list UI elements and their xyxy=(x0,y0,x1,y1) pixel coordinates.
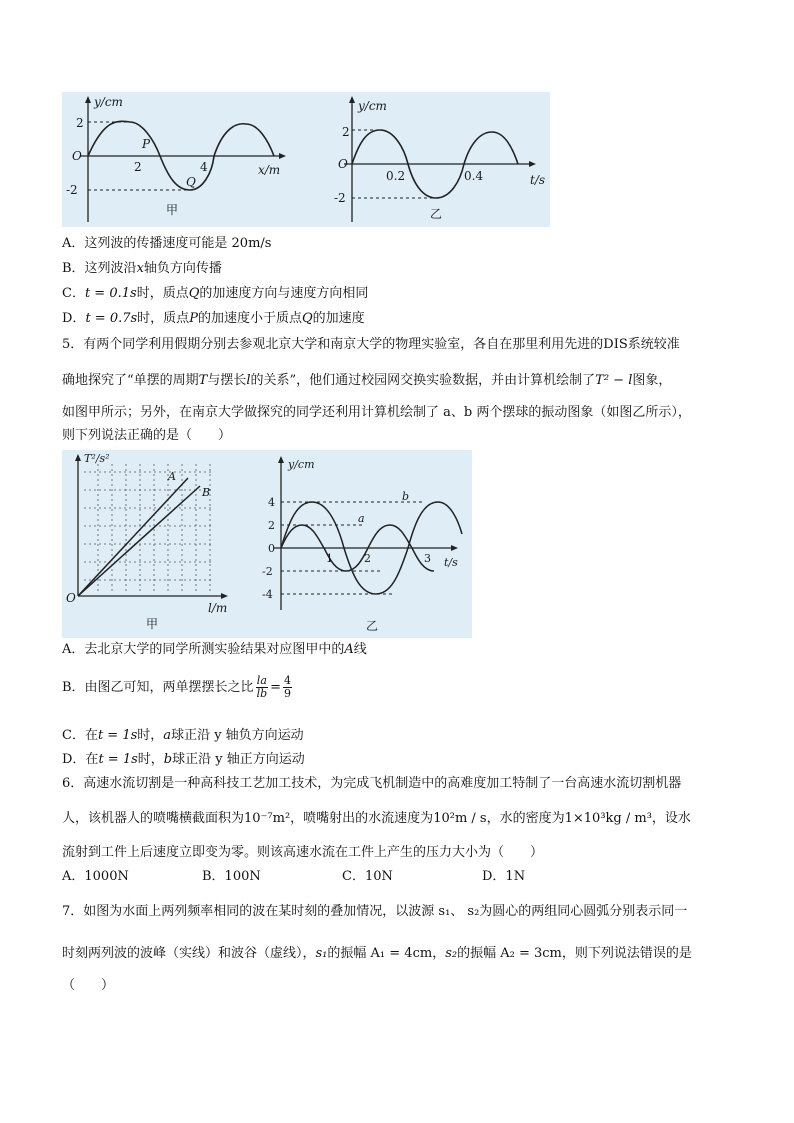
q7-line-2-s2: s₂ xyxy=(445,946,458,961)
q6-option-c: C．10N xyxy=(342,869,393,884)
jia-y-top-label: 2 xyxy=(76,116,84,130)
q5-line-2-end: 图象， xyxy=(632,373,672,388)
q4-option-d-p: P xyxy=(189,311,198,326)
q5-option-c-a: a xyxy=(163,728,172,743)
yi-mid-y-axis-label: y/cm xyxy=(288,458,315,471)
jia-y-axis-label: y/cm xyxy=(94,95,123,109)
q5-option-c-end: 球正沿 y 轴负方向运动 xyxy=(171,728,304,743)
q5-option-b-fden: 9 xyxy=(284,687,292,700)
q4-option-d-cond: t = 0.7s xyxy=(85,311,138,326)
yi-mid-t2: 2 xyxy=(364,552,371,565)
q7-line-1: 7．如图为水面上两列频率相同的波在某时刻的叠加情况，以波源 s₁、 s₂为圆心的两组同心圆弧分别表示同一 xyxy=(62,904,688,919)
q4-option-d-end: 的加速度 xyxy=(312,311,365,326)
q7-line-2-amp2: 的振幅 A₂ = 3cm xyxy=(457,946,562,961)
q5-option-c-post: 时， xyxy=(137,728,164,743)
q6-line-2-mid2: ，水的密度为 xyxy=(486,811,565,826)
q4-option-c-q: Q xyxy=(188,286,200,301)
q7-line-2-s1: s₁ xyxy=(315,946,328,961)
yi-x-axis-label: t/s xyxy=(530,173,546,187)
q4-option-c-end: 的加速度方向与速度方向相同 xyxy=(199,286,369,301)
yi-mid-yn4: -4 xyxy=(262,588,273,601)
q5-option-c-cond: t = 1s xyxy=(97,728,138,743)
t2-l-graph-jia xyxy=(66,452,228,631)
q5-line-3: 如图甲所示；另外，在南京大学做探究的同学还利用计算机绘制了 a、b 两个摆球的振动图象（如图乙所示）， xyxy=(62,405,691,420)
q6-line-2-end: ，设水 xyxy=(651,811,691,826)
q4-option-d-pre: D． xyxy=(62,311,86,326)
q5-option-b-fnum: 4 xyxy=(284,674,292,687)
q5-line-4: 则下列说法正确的是（ ） xyxy=(62,428,232,443)
q5-line-1: 5．有两个同学利用假期分别去参观北京大学和南京大学的物理实验室，各自在那里利用先进的DIS系统较准 xyxy=(62,337,680,352)
q5-option-b-frac-n xyxy=(283,675,292,700)
jia-line-b-label: B xyxy=(202,486,211,499)
yi-mid-y4: 4 xyxy=(268,496,275,509)
jia-y-bottom-label: -2 xyxy=(66,183,78,197)
q4-option-a xyxy=(62,234,271,254)
q5-option-d-end: 球正沿 y 轴正方向运动 xyxy=(172,752,305,767)
q4-option-b-pre: B．这列波沿 xyxy=(62,261,137,276)
jia-origin: O xyxy=(66,591,76,605)
q6-line-2-area: 10⁻⁷m² xyxy=(244,811,291,826)
jia-x-tick-label: 2 xyxy=(134,160,142,174)
q7-line-2-pre: 时刻两列波的波峰（实线）和波谷（虚线）， xyxy=(62,946,316,961)
jia-point-q: Q xyxy=(186,175,196,189)
pendulum-figure xyxy=(62,450,472,638)
q5-option-b-den: lb xyxy=(256,687,268,700)
q5-option-a xyxy=(62,640,367,660)
yi-x-tick-label: 0.2 xyxy=(386,169,406,183)
q7-line-2-amp1: 的振幅 A₁ = 4cm xyxy=(327,946,433,961)
q5-option-d-cond: t = 1s xyxy=(98,752,138,767)
q6-line-2-mid: ，喷嘴射出的水流速度为 xyxy=(290,811,434,826)
q7-line-3: （ ） xyxy=(62,978,115,993)
q7-line-2 xyxy=(62,944,692,964)
yi-mid-label-b: b xyxy=(402,490,410,503)
wave-figure-top-svg xyxy=(62,92,550,227)
q6-line-2 xyxy=(62,809,691,829)
jia-x-tick2-label: 4 xyxy=(200,160,208,174)
q5-line-2-pre: 确地探究了“单摆的周期 xyxy=(62,373,199,388)
vibration-graph-yi xyxy=(262,456,462,633)
q4-option-d-mid: 的加速度小于质点 xyxy=(197,311,302,326)
yi-y-axis-label: y/cm xyxy=(358,99,387,113)
yi-mid-label-a: a xyxy=(358,512,365,525)
q5-option-d-b: b xyxy=(163,752,173,767)
q5-option-a-var: A xyxy=(344,642,354,657)
jia-caption: 甲 xyxy=(166,203,179,217)
yi-mid-origin: 0 xyxy=(268,542,275,555)
yi-mid-x-axis-label: t/s xyxy=(444,556,458,569)
q5-line-2 xyxy=(62,371,671,391)
q5-option-d-post: 时， xyxy=(137,752,164,767)
q6-line-2-pre: 人，该机器人的喷嘴横截面积为 xyxy=(62,811,245,826)
jia-l-axis-label: l/m xyxy=(208,601,228,615)
q4-option-d xyxy=(62,309,365,329)
q4-option-a-text: A．这列波的传播速度可能是 20m/s xyxy=(62,236,272,251)
q6-line-1: 6．高速水流切割是一种高科技工艺加工技术，为完成飞机制造中的高难度加工特制了一台高速水流切割机器 xyxy=(62,776,682,791)
yi-y-bottom-label: -2 xyxy=(334,191,346,205)
q5-option-c-pre: C．在 xyxy=(62,728,98,743)
q4-option-c-pre: C． xyxy=(62,286,85,301)
q4-option-b-post: 轴负方向传播 xyxy=(143,261,222,276)
q6-option-a: A．1000N xyxy=(62,869,129,884)
q5-option-c xyxy=(62,726,304,746)
q6-line-2-speed: 10²m / s xyxy=(433,811,487,826)
jia-line-a-label: A xyxy=(168,470,176,483)
q5-option-b-pre: B．由图乙可知，两单摆摆长之比 xyxy=(62,680,254,695)
q4-option-b xyxy=(62,259,222,279)
q4-option-c-cond: t = 0.1s xyxy=(84,286,137,301)
q5-option-b-frac-l xyxy=(256,675,269,700)
wave-graph-yi xyxy=(334,96,545,222)
yi-origin-label: O xyxy=(338,157,348,171)
q4-option-d-q: Q xyxy=(301,311,313,326)
yi-mid-t3: 3 xyxy=(424,552,431,565)
jia-t2-axis-label: T²/s² xyxy=(84,452,110,465)
q5-option-b-eq: = xyxy=(270,680,282,695)
jia-point-p: P xyxy=(142,137,151,151)
q4-option-d-post: 时，质点 xyxy=(137,311,190,326)
q5-option-a-end: 线 xyxy=(353,642,367,657)
q6-option-b: B．100N xyxy=(202,869,261,884)
q5-line-2-l: l xyxy=(246,373,251,388)
wave-graph-jia xyxy=(66,95,286,222)
q6-line-2-density: 1×10³kg / m³ xyxy=(564,811,652,826)
q5-line-2-mid: 与摆长 xyxy=(207,373,247,388)
q7-line-2-sep: ， xyxy=(432,946,446,961)
yi-mid-yn2: -2 xyxy=(262,565,273,578)
jia-caption-mid: 甲 xyxy=(146,617,159,631)
wave-figure-top xyxy=(62,92,550,227)
q4-option-c-post: 时，质点 xyxy=(136,286,189,301)
q5-option-b xyxy=(62,668,294,708)
q6-line-3: 流射到工件上后速度立即变为零。则该高速水流在工件上产生的压力大小为（ ） xyxy=(62,845,544,860)
yi-mid-t1: 1 xyxy=(326,552,333,565)
yi-mid-y2: 2 xyxy=(268,519,275,532)
q6-option-d: D．1N xyxy=(482,869,526,884)
pendulum-figure-svg xyxy=(62,450,472,638)
q5-line-2-post: 的关系”，他们通过校园网交换实验数据，并由计算机绘制了 xyxy=(250,373,596,388)
yi-x-tick2-label: 0.4 xyxy=(464,169,484,183)
q5-line-2-T: T xyxy=(198,373,208,388)
q7-line-2-end: ，则下列说法错误的是 xyxy=(561,946,692,961)
q5-option-d-pre: D．在 xyxy=(62,752,99,767)
q5-option-b-num: la xyxy=(256,674,267,687)
yi-caption: 乙 xyxy=(430,207,443,221)
q5-line-2-expr: T² − l xyxy=(595,373,633,388)
jia-origin-label: O xyxy=(72,149,82,163)
q4-option-b-var: x xyxy=(136,261,144,276)
jia-x-axis-label: x/m xyxy=(258,163,281,177)
yi-mid-caption: 乙 xyxy=(366,619,379,633)
q5-option-a-pre: A．去北京大学的同学所测实验结果对应图甲中的 xyxy=(62,642,345,657)
q4-option-c xyxy=(62,284,368,304)
yi-y-top-label: 2 xyxy=(342,125,350,139)
q5-option-d xyxy=(62,750,305,770)
